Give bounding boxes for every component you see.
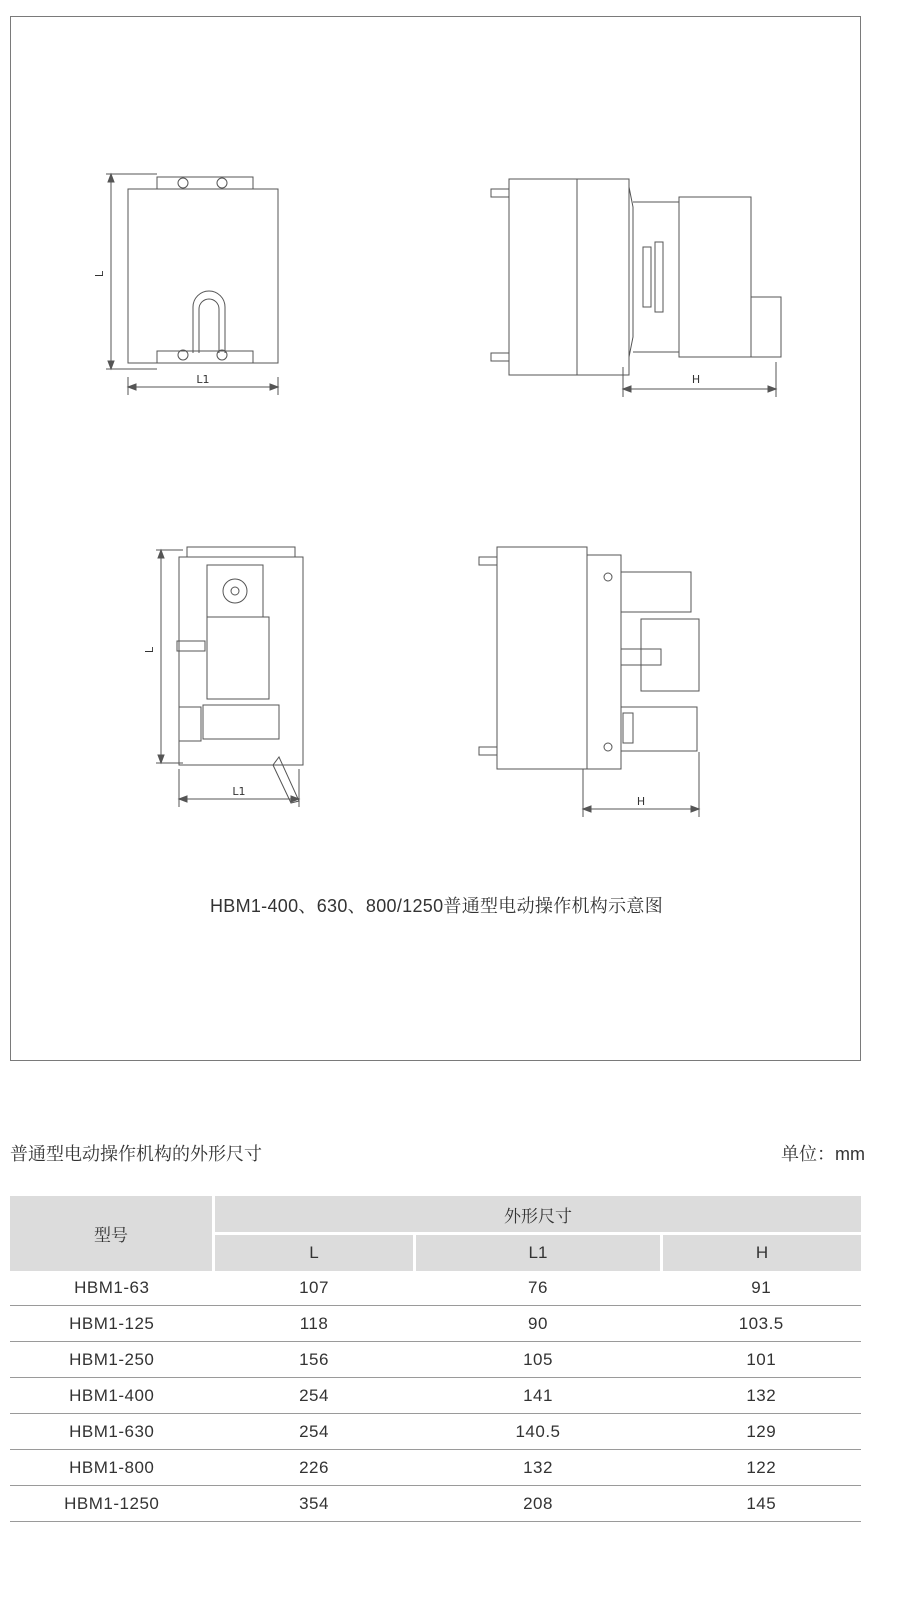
- small-front-view: [106, 174, 278, 395]
- cell-L: 118: [214, 1306, 415, 1342]
- cell-H: 101: [662, 1342, 862, 1378]
- cell-L: 254: [214, 1378, 415, 1414]
- dim-label-L-2: L: [143, 646, 156, 654]
- large-front-view: [156, 547, 303, 807]
- cell-L1: 208: [415, 1486, 662, 1522]
- table-row: [10, 1378, 861, 1414]
- cell-model: HBM1-800: [10, 1450, 214, 1486]
- cell-H: 129: [662, 1414, 862, 1450]
- cell-H: 91: [662, 1271, 862, 1306]
- dim-label-L-1: L: [93, 270, 106, 278]
- dim-label-L1-1: L1: [196, 373, 210, 386]
- figure-caption: HBM1-400、630、800/1250普通型电动操作机构示意图: [209, 896, 664, 916]
- header-model: 型号: [10, 1196, 214, 1271]
- dim-label-L1-2: L1: [232, 785, 246, 798]
- header-L: L: [214, 1234, 415, 1272]
- cell-L: 226: [214, 1450, 415, 1486]
- dim-label-H-1: H: [691, 373, 701, 386]
- large-side-view: [479, 547, 699, 817]
- small-side-view: [491, 179, 781, 397]
- table-row: [10, 1450, 861, 1486]
- cell-L1: 132: [415, 1450, 662, 1486]
- table-row: [10, 1486, 861, 1522]
- table-row: [10, 1414, 861, 1450]
- cell-model: HBM1-630: [10, 1414, 214, 1450]
- cell-L1: 141: [415, 1378, 662, 1414]
- cell-model: HBM1-400: [10, 1378, 214, 1414]
- table-title: 普通型电动操作机构的外形尺寸: [10, 1144, 262, 1164]
- cell-H: 103.5: [662, 1306, 862, 1342]
- unit-label: 单位：mm: [781, 1144, 865, 1164]
- cell-model: HBM1-1250: [10, 1486, 214, 1522]
- dimensions-table: [10, 1196, 861, 1522]
- diagram-frame: [10, 16, 861, 1061]
- cell-L: 107: [214, 1271, 415, 1306]
- table-row: [10, 1306, 861, 1342]
- cell-H: 122: [662, 1450, 862, 1486]
- table-row: [10, 1342, 861, 1378]
- cell-model: HBM1-250: [10, 1342, 214, 1378]
- cell-model: HBM1-63: [10, 1271, 214, 1306]
- cell-model: HBM1-125: [10, 1306, 214, 1342]
- cell-H: 145: [662, 1486, 862, 1522]
- header-L1: L1: [415, 1234, 662, 1272]
- cell-L1: 105: [415, 1342, 662, 1378]
- cell-H: 132: [662, 1378, 862, 1414]
- cell-L: 254: [214, 1414, 415, 1450]
- cell-L1: 140.5: [415, 1414, 662, 1450]
- cell-L: 354: [214, 1486, 415, 1522]
- header-dimensions: 外形尺寸: [214, 1196, 862, 1234]
- table-row: [10, 1271, 861, 1306]
- header-H: H: [662, 1234, 862, 1272]
- cell-L: 156: [214, 1342, 415, 1378]
- cell-L1: 90: [415, 1306, 662, 1342]
- dim-label-H-2: H: [636, 795, 646, 808]
- cell-L1: 76: [415, 1271, 662, 1306]
